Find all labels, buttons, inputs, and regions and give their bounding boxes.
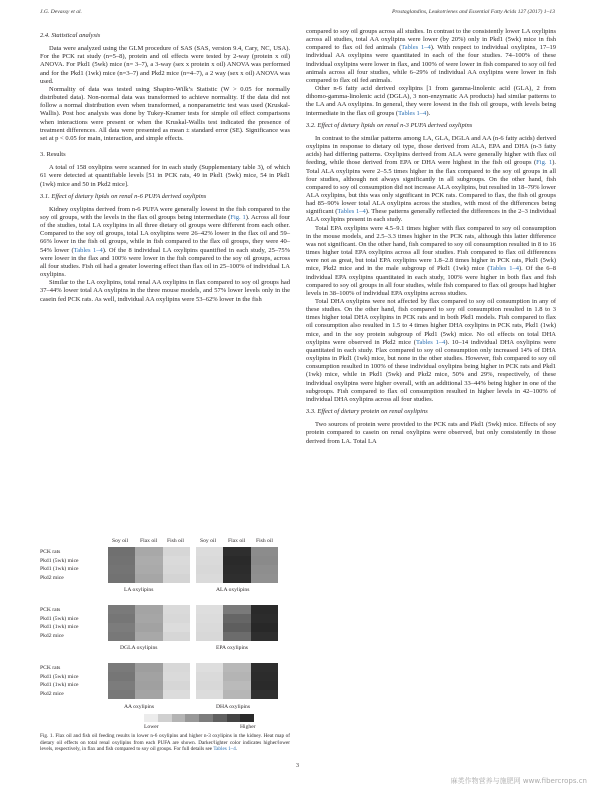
heatmap-cell xyxy=(251,632,278,641)
heatmap-row xyxy=(196,681,278,690)
heatmap-cell xyxy=(223,663,250,672)
heatmap-cell xyxy=(108,623,135,632)
section-3-heading: 3. Results xyxy=(40,151,66,159)
right-column xyxy=(306,28,556,446)
heatmap-cell xyxy=(163,690,190,699)
heatmap-cell xyxy=(223,614,250,623)
heatmap-row xyxy=(196,605,278,614)
col-head: Fish oil xyxy=(256,538,273,544)
panel-label: LA oxylipins xyxy=(124,587,154,593)
heatmap-cell xyxy=(223,681,250,690)
left-column xyxy=(40,28,290,304)
heatmap-row xyxy=(108,556,190,565)
page-number: 3 xyxy=(296,763,299,769)
heatmap-cell xyxy=(163,605,190,614)
heatmap-la xyxy=(108,547,190,583)
row-labels: PCK rats Pkd1 (5wk) mice Pkd1 (1wk) mice Pkd2 mice xyxy=(40,665,79,697)
paragraph: Two sources of protein were provided to the PCK rats and Pkd1 (5wk) mice. Effects of soy protein compared to casein on renal oxylipins were observed, but only consistently in those derived from LA. Total LA xyxy=(306,421,556,445)
heatmap-cell xyxy=(135,565,162,574)
heatmap-cell xyxy=(108,663,135,672)
heatmap-cell xyxy=(135,574,162,583)
paragraph: Kidney oxylipins derived from n-6 PUFA were generally lowest in the fish compared to the soy oil groups, with the levels in the flax oil groups being intermediate (Fig. 1). Across all four of the studies, total LA oxylipins in all three dietary oil groups were different from each other. Compared to the soy oil groups, total LA oxylipins were 26–42% lower in the flax oil and 59–66% lower in the fish oil groups, while in fish compared to the flax oil groups, they were 40–54% lower (Tables 1–4). Of the 8 individual LA oxylipins quantified in each study, 25–75% were lower in the flax and 100% were lower in the fish compared to the soy oil groups, across all four studies. Fish oil had a greater lowering effect than flax oil in 25–100% of individual LA oxylipins. xyxy=(40,205,291,279)
heatmap-cell xyxy=(108,547,135,556)
heatmap-row xyxy=(108,681,190,690)
heatmap-cell xyxy=(223,623,250,632)
panel-label: ALA oxylipins xyxy=(216,587,250,593)
heatmap-row xyxy=(108,574,190,583)
heatmap-cell xyxy=(251,672,278,681)
heatmap-row xyxy=(196,565,278,574)
heatmap-cell xyxy=(251,574,278,583)
heatmap-cell xyxy=(163,556,190,565)
heatmap-dha xyxy=(196,663,278,699)
running-header-journal: Prostaglandins, Leukotrienes and Essential Fatty Acids 127 (2017) 1–13 xyxy=(392,9,555,15)
heatmap-cell xyxy=(135,632,162,641)
section-3-3-heading: 3.3. Effect of dietary protein on renal oxylipins xyxy=(306,408,428,416)
panel-label: AA oxylipins xyxy=(124,704,154,710)
paragraph: Normality of data was tested using Shapiro-Wilk’s Statistic (W > 0.05 for normally distributed data). Non-normal data was transformed to achieve normality. If the data did not follow a normal distribution even when transformed, a nonparametric test was used (Kruskal-Wallis). Post hoc analysis was done by Tukey-Kramer tests for simple oil effect comparisons when interactions were present or when the Kruskal-Wallis test indicated the presence of treatment differences. All data were presented as mean ± standard error (SE). Significance was set at p < 0.05 for main, interaction, and simple effects. xyxy=(40,85,290,142)
heatmap-row xyxy=(196,672,278,681)
fig-1-link[interactable]: Fig. 1 xyxy=(536,159,553,167)
heatmap-row xyxy=(108,605,190,614)
heatmap-dgla xyxy=(108,605,190,641)
col-head: Soy oil xyxy=(112,538,129,544)
legend-lower: Lower xyxy=(144,724,159,730)
heatmap-epa xyxy=(196,605,278,641)
section-3-2-heading: 3.2. Effect of dietary lipids on renal n-3 PUFA derived oxylipins xyxy=(306,121,473,129)
heatmap-cell xyxy=(223,547,250,556)
heatmap-cell xyxy=(108,605,135,614)
panel-label: DHA oxylipins xyxy=(216,704,251,710)
heatmap-cell xyxy=(223,574,250,583)
heatmap-cell xyxy=(108,565,135,574)
heatmap-cell xyxy=(108,614,135,623)
heatmap-cell xyxy=(223,690,250,699)
heatmap-row xyxy=(108,623,190,632)
heatmap-row xyxy=(108,614,190,623)
heatmap-cell xyxy=(223,605,250,614)
heatmap-cell xyxy=(196,574,223,583)
heatmap-row xyxy=(108,632,190,641)
row-labels: PCK rats Pkd1 (5wk) mice Pkd1 (1wk) mice Pkd2 mice xyxy=(40,607,79,639)
heatmap-cell xyxy=(251,614,278,623)
heatmap-cell xyxy=(223,565,250,574)
heatmap-cell xyxy=(108,672,135,681)
legend-swatch xyxy=(213,714,227,722)
heatmap-cell xyxy=(108,681,135,690)
heatmap-cell xyxy=(163,614,190,623)
heatmap-row xyxy=(196,574,278,583)
heatmap-cell xyxy=(196,547,223,556)
running-header-authors: J.G. Devassy et al. xyxy=(40,9,82,15)
heatmap-cell xyxy=(251,623,278,632)
heatmap-ala xyxy=(196,547,278,583)
tables-link[interactable]: Tables 1–4 xyxy=(213,746,236,753)
heatmap-cell xyxy=(135,663,162,672)
col-head: Flax oil xyxy=(228,538,246,544)
heatmap-cell xyxy=(251,663,278,672)
heatmap-cell xyxy=(135,547,162,556)
paragraph: Total EPA oxylipins were 4.5–9.1 times higher with flax compared to soy oil consumption in the mouse models, and 2.5–3.3 times higher in the PCK rats, although this latter difference was not significant. On the other hand, fish compared to soy oil consumption resulted in 8 to 16 times higher total EPA oxylipins across all four studies. Fish compared to flax oil differences were not as great, but total EPA oxylipins were 1.8–2.8 times higher in PCK rats, Pkd1 (5wk) mice, Pkd2 mice and in the male subgroup of Pkd1 (1wk) mice (Tables 1–4). Of the 6–8 individual EPA oxylipins quantitated in each study, 100% were higher in both flax and fish compared to soy oil groups in all four studies, while fish compared to flax oil groups had higher levels in 38–100% of individual EPA oxylipins across studies. xyxy=(306,224,557,297)
legend-swatch xyxy=(185,714,199,722)
heatmap-row xyxy=(196,690,278,699)
heatmap-cell xyxy=(163,565,190,574)
tables-link[interactable]: Tables 1–4 xyxy=(489,265,519,273)
legend-swatch xyxy=(240,714,254,722)
heatmap-cell xyxy=(251,556,278,565)
row-labels: PCK rats Pkd1 (5wk) mice Pkd1 (1wk) mice Pkd2 mice xyxy=(40,549,79,581)
paragraph: Total DHA oxylipins were not affected by flax compared to soy oil consumption in any of these studies. On the other hand, fish compared to soy oil consumption resulted in 1.8 to 3 times higher total DHA oxylipins in PCK rats and in both Pkd1 models. Fish compared to flax oil consumption also resulted in 1.5 to 4 times higher DHA oxylipins in PCK rats, Pkd1 (1wk) mice, and in the soy protein subgroup of Pkd1 (5wk) mice. No oil effects on total DHA oxylipins were observed in Pkd2 mice (Tables 1–4). 10–14 individual DHA oxylipins were quantitated in each study. Flax compared to soy oil consumption only increased 14% of DHA oxylipins in Pkd1 (1wk) mice, but none in the other studies. However, fish compared to soy oil consumption resulted in 100% of these individual oxylipins being higher in PCK rats and Pkd1 (1wk) mice, while in Pkd1 (5wk) and Pkd2 mice, 50% and 29%, respectively, of these individual oxylipins were higher overall, with an additional 33–44% being higher in one of the subgroups. Fish compared to flax oil consumption resulted in higher levels in 42–100% of individual DHA oxylipins across all four studies. xyxy=(306,298,557,403)
heatmap-aa xyxy=(108,663,190,699)
heatmap-cell xyxy=(251,547,278,556)
heatmap-cell xyxy=(251,605,278,614)
heatmap-cell xyxy=(135,672,162,681)
heatmap-cell xyxy=(108,632,135,641)
heatmap-cell xyxy=(196,614,223,623)
heatmap-row xyxy=(196,632,278,641)
section-3-1-heading: 3.1. Effect of dietary lipids on renal n-6 PUFA derived oxylipins xyxy=(40,192,207,200)
heatmap-cell xyxy=(135,690,162,699)
legend-higher: Higher xyxy=(240,724,256,730)
heatmap-cell xyxy=(135,556,162,565)
heatmap-cell xyxy=(135,605,162,614)
figure-caption: Fig. 1. Flax oil and fish oil feeding results in lower n-6 oxylipins and higher n-3 oxylipins in the kidney. Heat map of dietary oil effects on total renal oxylipins from each PUFA are shown. Darker/lighter color indicates higher/lower levels, respectively, in flax and fish compared to soy oil groups. For full details see Tables 1–4. xyxy=(40,733,290,753)
heatmap-cell xyxy=(196,565,223,574)
heatmap-cell xyxy=(163,623,190,632)
legend-swatch xyxy=(158,714,172,722)
tables-link[interactable]: Tables 1–4 xyxy=(73,246,103,254)
heatmap-cell xyxy=(196,672,223,681)
heatmap-cell xyxy=(163,681,190,690)
paragraph: compared to soy oil groups across all studies. In contrast to the consistently lower LA oxylipins across all studies, total AA oxylipins were lower (by 20%) only in Pkd1 (5wk) mice in fish compared to flax oil fed animals (Tables 1–4). With respect to individual oxylipins, 17–19 individual AA oxylipins were quantitated in each of the four studies. 74–100% of these individual oxylipins were lower in flax, and 100% of were lower in fish compared to soy oil fed animals across all four studies, while 6–29% of individual AA oxylipins were lower in fish compared to flax oil fed animals. xyxy=(306,28,556,84)
heatmap-cell xyxy=(163,672,190,681)
heatmap-cell xyxy=(135,623,162,632)
col-head: Soy oil xyxy=(200,538,217,544)
heatmap-row xyxy=(196,663,278,672)
heatmap-cell xyxy=(135,614,162,623)
heatmap-row xyxy=(108,663,190,672)
color-scale-legend xyxy=(144,714,254,722)
heatmap-row xyxy=(196,614,278,623)
paragraph: Other n-6 fatty acid derived oxylipins [1 from gamma-linolenic acid (GLA), 2 from dihomo-gamma-linolenic acid (DGLA), 3 non-enzymatic AA products) had similar patterns to the LA and AA oxylipins. In general, they were lowest in the fish oil groups, with levels being intermediate in the flax oil groups (Tables 1–4). xyxy=(306,85,556,117)
heatmap-cell xyxy=(163,574,190,583)
paragraph: A total of 158 oxylipins were scanned for in each study (Supplementary table 3), of which 61 were detected at quantifiable levels [51 in PCK rats, 49 in Pkd1 (5wk) mice, 54 in Pkd1 (1wk) mice and 50 in Pkd2 mice]. xyxy=(40,164,290,188)
col-head: Flax oil xyxy=(140,538,158,544)
paragraph: Data were analyzed using the GLM procedure of SAS (SAS, version 9.4, Cary, NC, USA). For the PCK rat study (n=5–8), protein and oil effects were tested by 2-way (protein x oil) ANOVA. For Pkd1 (5wk) mice (n= 3–7), a 3-way (sex x protein x oil) ANOVA was performed and for the Pkd1 (1wk) mice (n=3–7) and Pkd2 mice (n=4–7), a 2 way (sex x oil) ANOVA was used. xyxy=(40,45,290,85)
legend-swatch xyxy=(199,714,213,722)
paragraph: Similar to the LA oxylipins, total renal AA oxylipins in flax compared to soy oil groups had 37–44% lower total AA oxylipins in the three mouse models, and 57% lower levels only in the casein fed PCK rats. As well, individual AA oxylipins were 53–62% lower in the fish xyxy=(40,279,290,303)
heatmap-cell xyxy=(223,556,250,565)
section-2-4-heading: 2.4. Statistical analysis xyxy=(40,32,101,39)
heatmap-cell xyxy=(108,690,135,699)
panel-label: DGLA oxylipins xyxy=(120,645,158,651)
heatmap-cell xyxy=(196,605,223,614)
heatmap-row xyxy=(196,547,278,556)
heatmap-cell xyxy=(196,632,223,641)
heatmap-cell xyxy=(251,690,278,699)
heatmap-cell xyxy=(223,672,250,681)
paragraph: In contrast to the similar patterns among LA, GLA, DGLA and AA (n-6 fatty acids) derived oxylipins in response to dietary oil type, those derived from ALA, EPA and DHA (n-3 fatty acids) had differing patterns. Oxylipins derived from ALA were generally higher with flax oil feeding, while those derived from EPA or DHA were highest in the fish oil groups (Fig. 1). Total ALA oxylipins were 2–5.5 times higher in the flax compared to the soy oil groups in all four studies, although not always significantly in all subgroups. On the other hand, fish compared to soy oil consumption did not increase ALA oxylipins, but resulted in 18–79% lower ALA oxylipins, but this was only significant in PCK rats. Compared to flax, the fish oil groups had 85–90% lower total ALA oxylipins across the studies, with most of the differences being significant (Tables 1–4). These patterns generally reflected the differences in the 2–3 individual ALA oxylipins present in each study. xyxy=(306,134,557,224)
heatmap-row xyxy=(108,547,190,556)
watermark: 麻类作物营养与施肥网 www.fibercrops.cn xyxy=(450,777,587,785)
legend-swatch xyxy=(227,714,241,722)
figure-1 xyxy=(40,538,290,753)
heatmap-cell xyxy=(108,574,135,583)
heatmap-cell xyxy=(251,681,278,690)
heatmap-cell xyxy=(251,565,278,574)
panel-label: EPA oxylipins xyxy=(216,645,248,651)
legend-swatch xyxy=(172,714,186,722)
heatmap-cell xyxy=(135,681,162,690)
heatmap-cell xyxy=(163,632,190,641)
heatmap-cell xyxy=(108,556,135,565)
heatmap-row xyxy=(108,672,190,681)
heatmap-cell xyxy=(196,663,223,672)
legend-swatch xyxy=(144,714,158,722)
heatmap-row xyxy=(196,556,278,565)
heatmap-cell xyxy=(196,556,223,565)
heatmap-cell xyxy=(163,663,190,672)
heatmap-cell xyxy=(196,623,223,632)
tables-link[interactable]: Tables 1–4 xyxy=(398,109,427,117)
heatmap-cell xyxy=(196,681,223,690)
heatmap-row xyxy=(108,690,190,699)
heatmap-cell xyxy=(196,690,223,699)
tables-link[interactable]: Tables 1–4 xyxy=(337,208,366,216)
fig-1-link[interactable]: Fig. 1 xyxy=(230,213,246,221)
heatmap-row xyxy=(196,623,278,632)
tables-link[interactable]: Tables 1–4 xyxy=(415,338,446,346)
tables-link[interactable]: Tables 1–4 xyxy=(401,44,431,52)
col-head: Fish oil xyxy=(167,538,184,544)
heatmap-cell xyxy=(163,547,190,556)
heatmap-row xyxy=(108,565,190,574)
heatmap-cell xyxy=(223,632,250,641)
